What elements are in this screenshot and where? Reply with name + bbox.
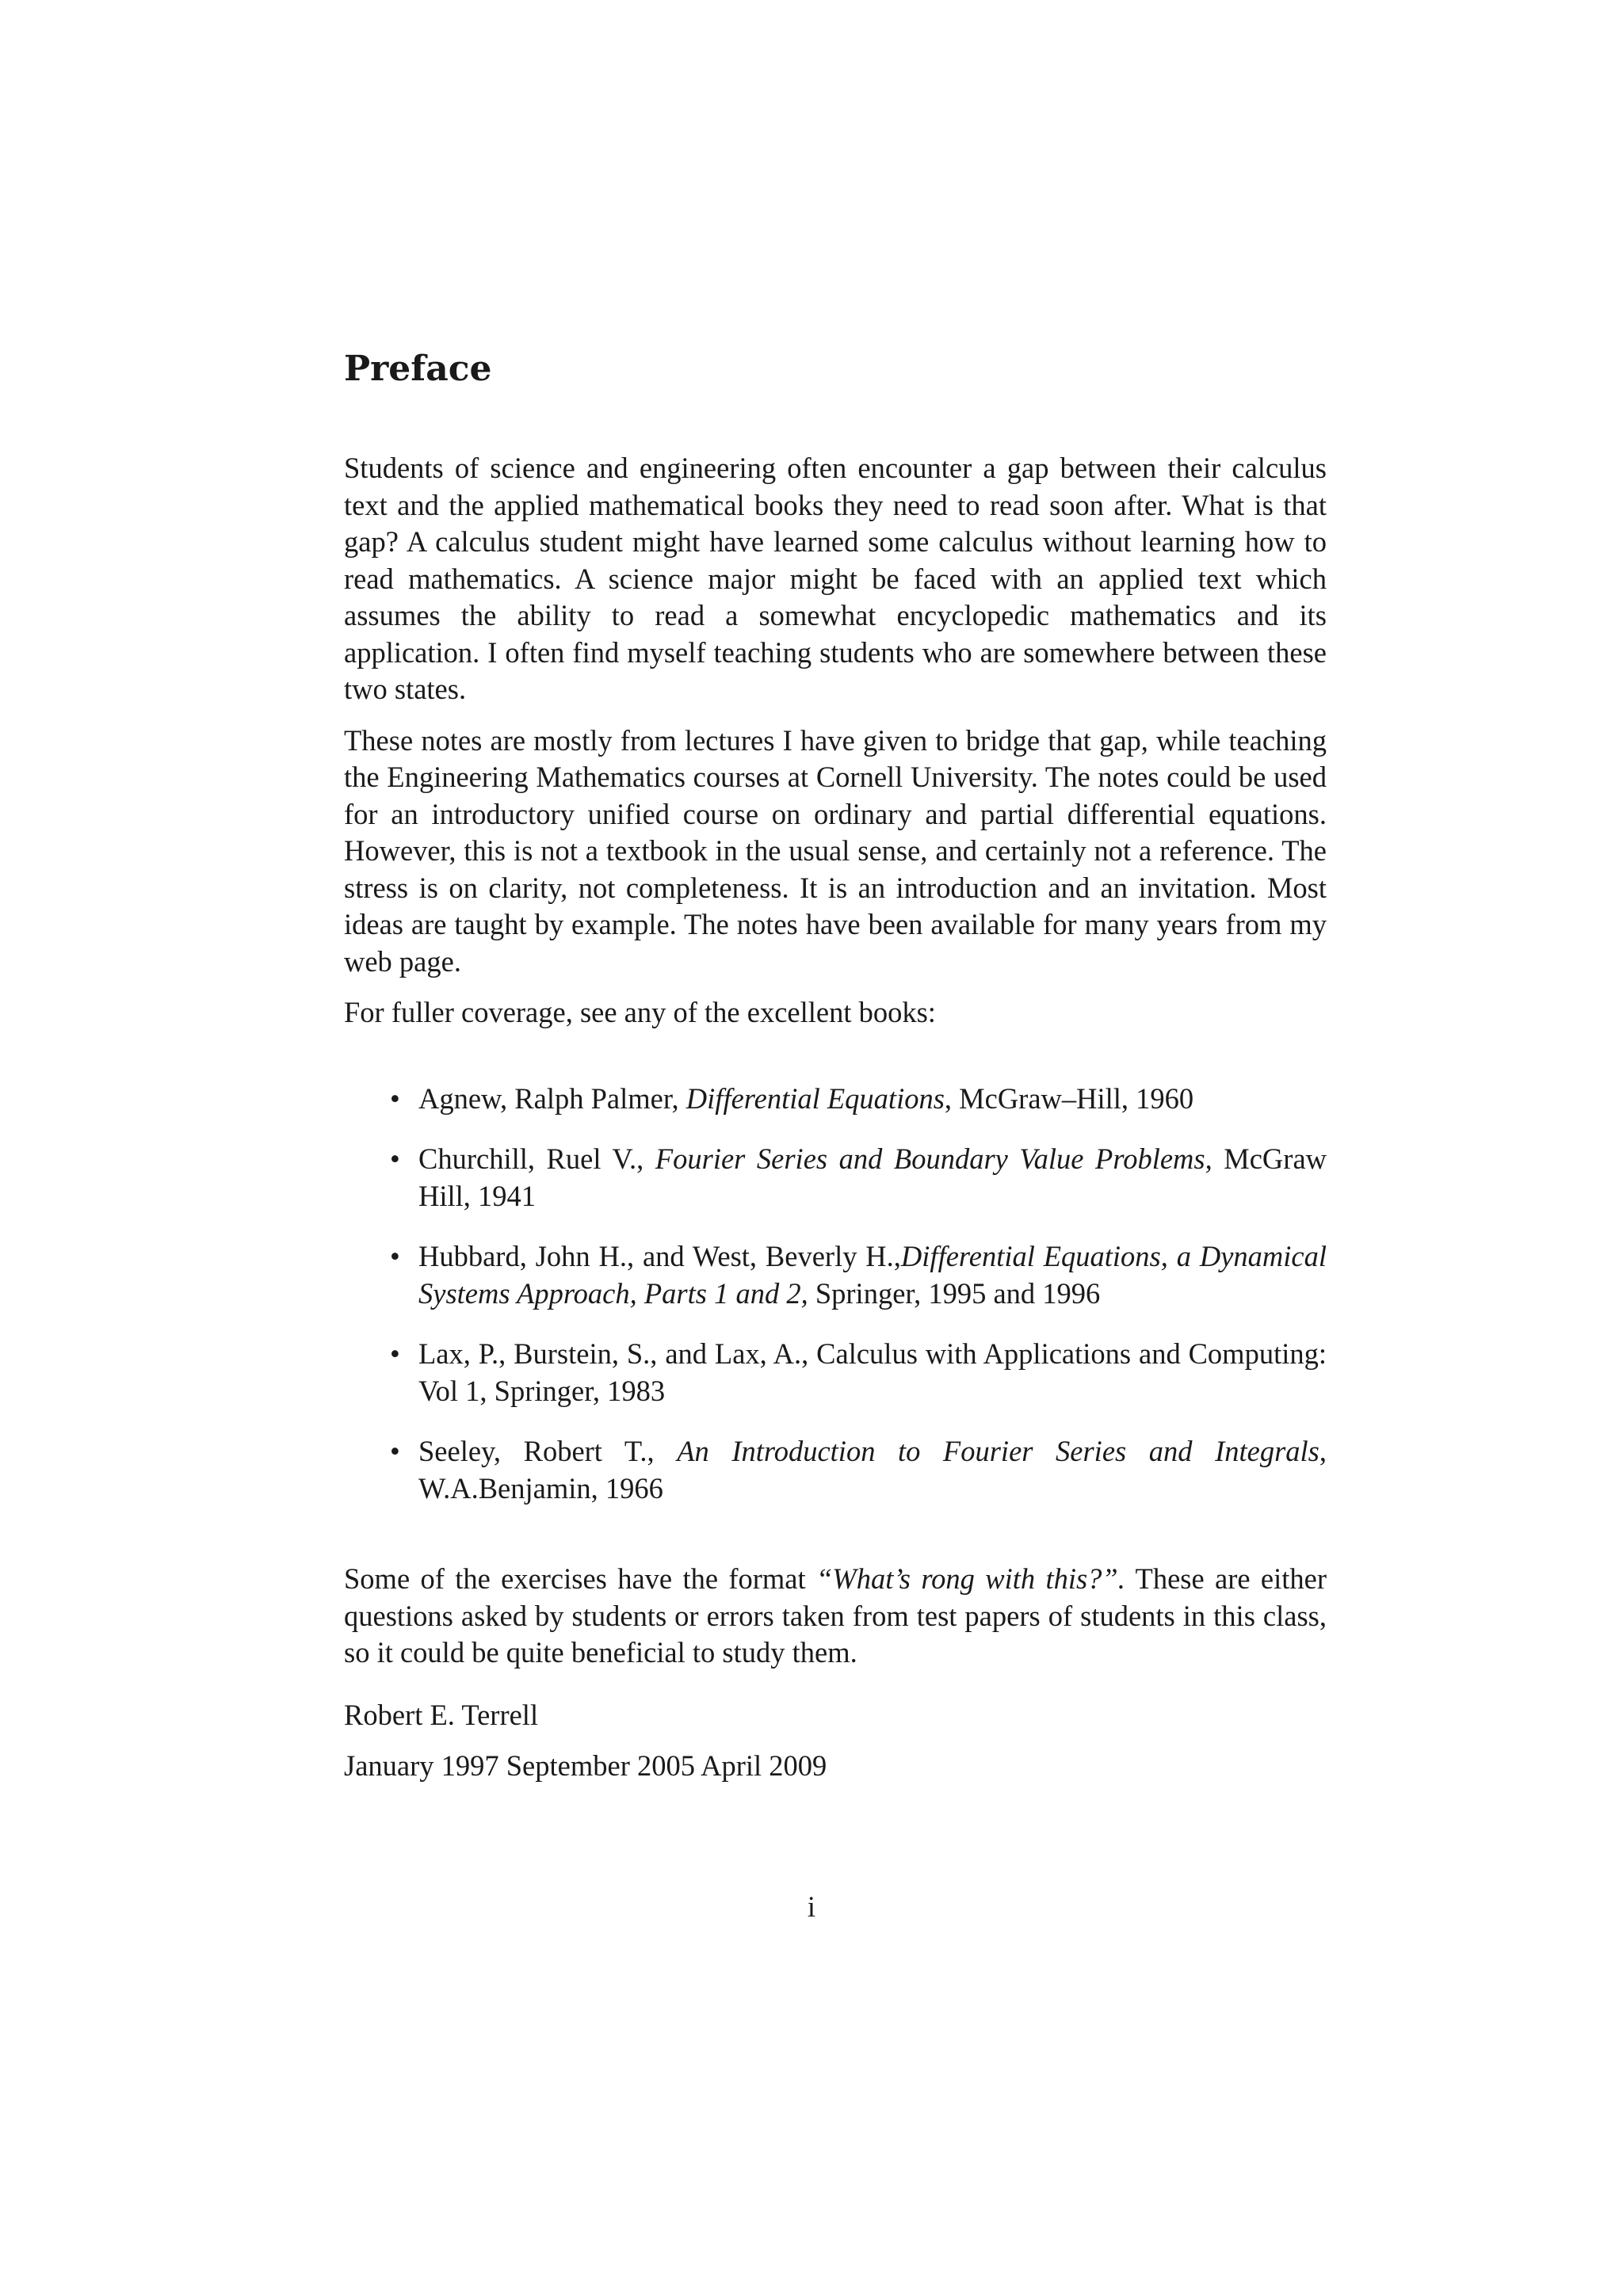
reference-item	[344, 1141, 1327, 1215]
exercises-text-end: These are either questions asked by students or errors taken from test papers of students in this class, so it could be quite beneficial to study them.	[344, 1562, 1327, 1669]
reference-authors: Churchill, Ruel V.,	[418, 1142, 655, 1175]
bullet-icon: •	[390, 1081, 400, 1115]
reference-authors: Agnew, Ralph Palmer,	[418, 1081, 686, 1115]
document-page	[344, 347, 1327, 1799]
coverage-paragraph: For fuller coverage, see any of the excellent books:	[344, 996, 936, 1028]
bullet-icon: •	[390, 1142, 400, 1175]
revision-dates: January 1997 September 2005 April 2009	[344, 1749, 827, 1782]
page-number: i	[807, 1890, 816, 1923]
reference-title: Differential Equations	[685, 1081, 945, 1115]
bullet-icon: •	[390, 1240, 400, 1272]
reference-item	[344, 1433, 1327, 1507]
bullet-icon: •	[390, 1435, 400, 1467]
reference-authors: Lax, P., Burstein, S., and Lax, A., Calculus with Applications and Computing: Vol 1, Springer, 1983	[418, 1337, 1327, 1407]
reference-title: Fourier Series and Boundary Value Problems,	[655, 1142, 1212, 1175]
reference-list	[344, 1081, 1327, 1508]
notes-paragraph: These notes are mostly from lectures I have given to bridge that gap, while teaching the Engineering Mathematics courses at Cornell University. The notes could be used for an introductory unified course on ordinary and partial differential equations. However, this is not a textbook in the usual sense, and certainly not a reference. The stress is on clarity, not completeness. It is an introduction and an invitation. Most ideas are taught by example. The notes have been available for many years from my web page.	[344, 723, 1327, 978]
reference-authors: Seeley, Robert T.,	[418, 1435, 678, 1467]
reference-publisher: Springer, 1995 and 1996	[808, 1276, 1101, 1310]
reference-publisher: , W.A.Benjamin, 1966	[418, 1435, 1327, 1505]
reference-title: An Introduction to Fourier Series and Integrals	[677, 1435, 1319, 1467]
exercises-quote: “What’s rong with this?”.	[815, 1562, 1125, 1595]
exercises-paragraph	[344, 1561, 1327, 1672]
reference-publisher: McGraw Hill, 1941	[418, 1142, 1327, 1212]
reference-publisher: , McGraw–Hill, 1960	[944, 1081, 1194, 1115]
reference-authors: Hubbard, John H., and West, Beverly H.,	[418, 1240, 901, 1272]
reference-item	[344, 1336, 1327, 1409]
page-title: Preface	[344, 349, 492, 389]
intro-paragraph: Students of science and engineering often encounter a gap between their calculus text and the applied mathematical books they need to read soon after. What is that gap? A calculus student might have learned some calculus without learning how to read mathematics. A science major might be faced with an applied text which assumes the ability to read a somewhat encyclopedic mathematics and its application. I often find myself teaching students who are somewhere between these two states.	[344, 452, 1327, 705]
reference-title: Differential Equations, a Dynamical Systems Approach, Parts 1 and 2,	[418, 1240, 1327, 1310]
reference-item	[344, 1238, 1327, 1312]
author-signature: Robert E. Terrell	[344, 1698, 539, 1731]
bullet-icon: •	[390, 1337, 400, 1370]
reference-item	[344, 1081, 1327, 1118]
exercises-text-start: Some of the exercises have the format	[344, 1562, 816, 1595]
